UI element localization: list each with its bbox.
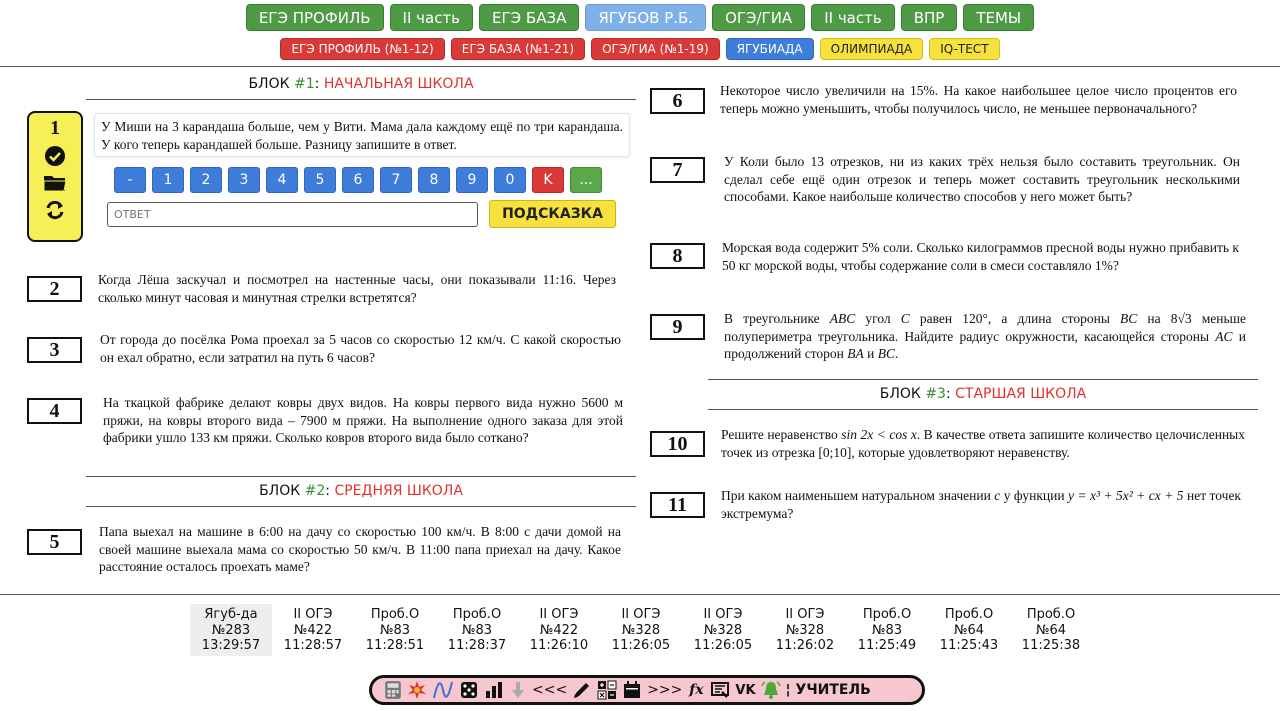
subnav-ege-profile[interactable]: ЕГЭ ПРОФИЛЬ (№1-12)	[280, 38, 444, 60]
block-1-title: БЛОК #1: НАЧАЛЬНАЯ ШКОЛА	[248, 76, 474, 92]
operations-icon[interactable]	[597, 680, 617, 700]
answer-input[interactable]	[107, 202, 478, 227]
key-3[interactable]: 3	[228, 167, 260, 193]
history-item[interactable]: Проб.О №83 11:28:37	[447, 607, 507, 653]
history-item[interactable]: II ОГЭ №328 11:26:05	[693, 607, 753, 653]
problem-6-text: Некоторое число увеличили на 15%. На какое наибольшее целое число процентов его теперь можно уменьшить, чтобы получилось число, не меньшее первоначального?	[720, 83, 1237, 116]
subnav-oge-gia[interactable]: ОГЭ/ГИА (№1-19)	[591, 38, 720, 60]
subnav-ege-base[interactable]: ЕГЭ БАЗА (№1-21)	[451, 38, 585, 60]
nav-yagubov[interactable]: ЯГУБОВ Р.Б.	[585, 4, 706, 31]
problem-7-text: У Коли было 13 отрезков, ни из каких трёх нельзя было составить треугольник. Он сделал себе ещё один отрезок и теперь может составить треугольник несколькими способами. Какое наибольше количество способов у него может быть?	[724, 154, 1240, 204]
graph-icon[interactable]	[432, 680, 454, 700]
history-item[interactable]: Проб.О №83 11:28:51	[365, 607, 425, 653]
flower-icon[interactable]	[407, 680, 427, 700]
block-2-top-divider	[86, 476, 636, 477]
block-2-title: БЛОК #2: СРЕДНЯЯ ШКОЛА	[259, 483, 463, 499]
problem-11-text: При каком наименьшем натуральном значении c у функции y = x³ + 5x² + cx + 5 нет точек экстремума?	[721, 488, 1241, 521]
key-4[interactable]: 4	[266, 167, 298, 193]
answer-keypad	[114, 167, 602, 193]
bell-icon[interactable]	[761, 680, 781, 700]
block-3-title: БЛОК #3: СТАРШАЯ ШКОЛА	[879, 386, 1087, 402]
problem-5-number[interactable]: 5	[27, 529, 82, 555]
key-8[interactable]: 8	[418, 167, 450, 193]
history-item[interactable]: II ОГЭ №422 11:26:10	[529, 607, 589, 653]
key-0[interactable]: 0	[494, 167, 526, 193]
calendar-icon[interactable]	[622, 680, 642, 700]
problem-3-text: От города до посёлка Рома проехал за 5 часов со скоростью 12 км/ч. С какой скоростью он ехал обратно, если затратил на путь 6 часов?	[100, 332, 621, 365]
sub-nav	[0, 38, 1280, 60]
problem-9-number[interactable]: 9	[650, 314, 705, 340]
problem-1-number: 1	[50, 117, 60, 139]
problem-4-text: На ткацкой фабрике делают ковры двух видов. На ковры первого вида нужно 5600 м пряжи, на ковры второго вида – 7900 м пряжи. На выполнение одного заказа для этой фабрики ушло 133 км пряжи. Сколько ковров второго вида было соткано?	[103, 395, 623, 445]
nav-topics[interactable]: ТЕМЫ	[963, 4, 1034, 31]
footer-divider	[0, 594, 1280, 595]
history-item[interactable]: Проб.О №64 11:25:38	[1021, 607, 1081, 653]
pencil-icon[interactable]	[572, 680, 592, 700]
history-item[interactable]: Проб.О №64 11:25:43	[939, 607, 999, 653]
history-item[interactable]: II ОГЭ №328 11:26:05	[611, 607, 671, 653]
block-3-divider	[708, 409, 1258, 410]
history-item[interactable]: II ОГЭ №328 11:26:02	[775, 607, 835, 653]
key-more[interactable]: ...	[570, 167, 602, 193]
header-divider	[0, 66, 1280, 67]
problem-2-text: Когда Лёша заскучал и посмотрел на настенные часы, они показывали 11:16. Через сколько минут часовая и минутная стрелки встретятся?	[98, 272, 616, 305]
problem-9-text: В треугольнике ABC угол C равен 120°, а длина стороны BC на 8√3 меньше полупериметра треугольника. Найдите радиус окружности, касающейся стороны AC и продолжений сторон BA и BC.	[724, 311, 1247, 361]
problem-11-number[interactable]: 11	[650, 492, 705, 518]
problem-10-number[interactable]: 10	[650, 431, 705, 457]
key-2[interactable]: 2	[190, 167, 222, 193]
nav-vpr[interactable]: ВПР	[901, 4, 958, 31]
problem-3-number[interactable]: 3	[27, 337, 82, 363]
nav-ege-base[interactable]: ЕГЭ БАЗА	[479, 4, 579, 31]
nav-ege-profile[interactable]: ЕГЭ ПРОФИЛЬ	[246, 4, 384, 31]
history-item[interactable]: Проб.О №83 11:25:49	[857, 607, 917, 653]
block-1-divider	[86, 99, 636, 100]
check-circle-icon[interactable]	[44, 145, 66, 167]
problem-4-number[interactable]: 4	[27, 398, 82, 424]
prev-button[interactable]: <<<	[532, 682, 568, 698]
block-3-top-divider	[708, 379, 1258, 380]
problem-2-number[interactable]: 2	[27, 276, 82, 302]
nav-oge-gia[interactable]: ОГЭ/ГИА	[712, 4, 805, 31]
key-1[interactable]: 1	[152, 167, 184, 193]
ruler-icon[interactable]	[710, 680, 730, 700]
problem-1-card	[27, 111, 83, 242]
main-nav	[0, 4, 1280, 31]
subnav-olympiad[interactable]: ОЛИМПИАДА	[820, 38, 924, 60]
subnav-yagubiada[interactable]: ЯГУБИАДА	[726, 38, 814, 60]
history-item[interactable]: II ОГЭ №422 11:28:57	[283, 607, 343, 653]
problem-1-text: У Миши на 3 карандаша больше, чем у Вити. Мама дала каждому ещё по три карандаша. У кого теперь карандашей больше. Разницу запишите в ответ.	[94, 113, 630, 157]
problem-10-text: Решите неравенство sin 2x < cos x. В качестве ответа запишите количество целочисленных точек из отрезка [0;10], которые удовлетворяют неравенству.	[721, 427, 1245, 460]
problem-6-number[interactable]: 6	[650, 88, 705, 114]
hint-button[interactable]: ПОДСКАЗКА	[489, 200, 616, 228]
key-9[interactable]: 9	[456, 167, 488, 193]
teacher-button[interactable]: ¦ УЧИТЕЛЬ	[785, 682, 871, 698]
key-5[interactable]: 5	[304, 167, 336, 193]
block-2-divider	[86, 506, 636, 507]
tool-bar	[369, 675, 925, 705]
key-7[interactable]: 7	[380, 167, 412, 193]
calculator-icon[interactable]	[384, 680, 402, 700]
key-clear[interactable]: K	[532, 167, 564, 193]
nav-ege-part2[interactable]: II часть	[390, 4, 474, 31]
dice-icon[interactable]	[459, 680, 479, 700]
bar-chart-icon[interactable]	[484, 680, 504, 700]
key-6[interactable]: 6	[342, 167, 374, 193]
vk-button[interactable]: VK	[735, 682, 756, 698]
down-arrow-icon[interactable]	[509, 680, 527, 700]
refresh-icon[interactable]	[44, 199, 66, 221]
folder-icon[interactable]	[43, 173, 67, 193]
key-minus[interactable]: -	[114, 167, 146, 193]
problem-7-number[interactable]: 7	[650, 157, 705, 183]
history-list	[190, 604, 1092, 656]
subnav-iq-test[interactable]: IQ-ТЕСТ	[929, 38, 999, 60]
problem-8-text: Морская вода содержит 5% соли. Сколько килограммов пресной воды нужно прибавить к 50 кг морской воды, чтобы содержание соли в смеси составляло 1%?	[722, 240, 1239, 273]
nav-oge-part2[interactable]: II часть	[811, 4, 895, 31]
next-button[interactable]: >>>	[647, 682, 683, 698]
problem-5-text: Папа выехал на машине в 6:00 на дачу со скоростью 100 км/ч. В 8:00 с дачи домой на своей машине выехала мама со скоростью 50 км/ч. В 11:00 папа приехал на дачу. Какое расстояние осталось проехать маме?	[99, 524, 621, 574]
problem-8-number[interactable]: 8	[650, 243, 705, 269]
history-item[interactable]: Ягуб-да №283 13:29:57	[190, 604, 272, 656]
formulas-button[interactable]: fx	[689, 682, 704, 698]
